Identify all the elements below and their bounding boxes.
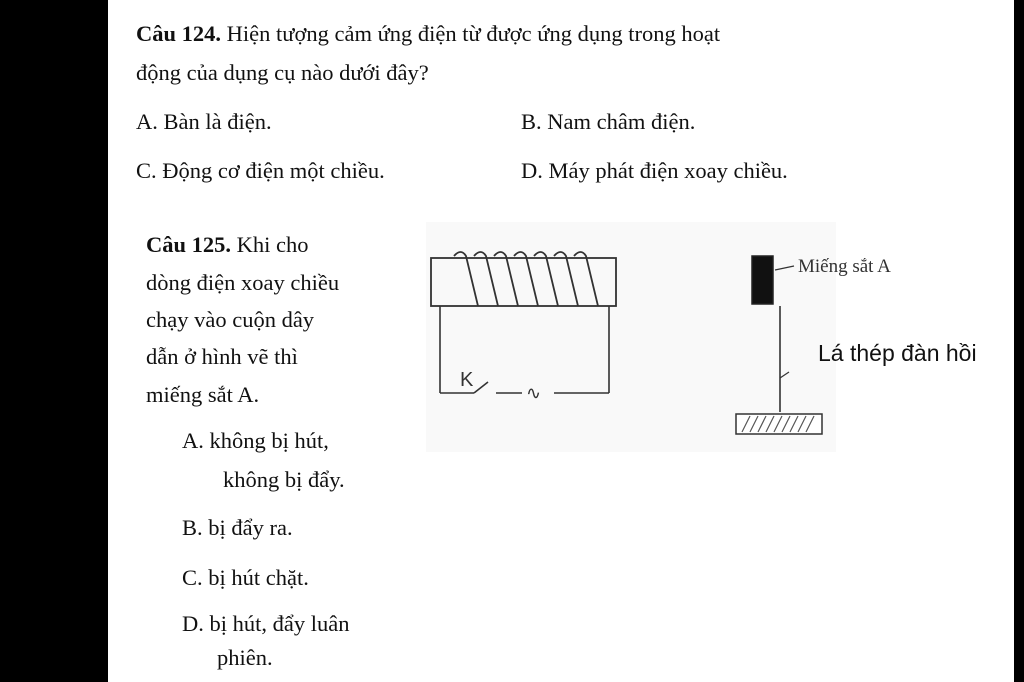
q124-stem-1: Hiện tượng cảm ứng điện từ được ứng dụng trong hoạt <box>226 21 721 46</box>
circuit-figure <box>426 222 977 452</box>
circuit-diagram <box>426 222 836 452</box>
q125-option-b: B. bị đẩy ra. <box>182 515 293 540</box>
q124-option-c: C. Động cơ điện một chiều. <box>136 158 385 183</box>
q125-option-d-line-2: phiên. <box>217 645 273 670</box>
document-page <box>108 0 1014 682</box>
q125-stem-5: miếng sắt A. <box>146 382 260 407</box>
ac-source-symbol: ∿ <box>526 383 542 403</box>
q125-stem-4: dẫn ở hình vẽ thì <box>146 344 298 369</box>
iron-piece-label: Miếng sắt A <box>798 256 891 277</box>
q125-number: Câu 125. <box>146 232 232 257</box>
switch-label: K <box>460 369 474 391</box>
q125-stem-2: dòng điện xoay chiều <box>146 270 340 295</box>
q124-option-b: B. Nam châm điện. <box>521 109 696 134</box>
q124-option-a: A. Bàn là điện. <box>136 109 272 134</box>
q125-stem-1: Khi cho <box>236 232 309 257</box>
q124-line-1 <box>136 21 720 47</box>
q125-option-d-line-1: D. bị hút, đẩy luân <box>182 611 350 636</box>
q124-stem-2: động của dụng cụ nào dưới đây? <box>136 60 429 85</box>
q125-option-a-line-2: không bị đẩy. <box>223 467 345 492</box>
q125-option-c: C. bị hút chặt. <box>182 565 309 590</box>
q124-option-d: D. Máy phát điện xoay chiều. <box>521 158 788 183</box>
q124-number: Câu 124. <box>136 21 222 46</box>
iron-piece-a <box>752 256 773 304</box>
q125-option-a-line-1: A. không bị hút, <box>182 428 329 453</box>
steel-blade-label: Lá thép đàn hồi <box>818 340 977 366</box>
q125-stem-3: chạy vào cuộn dây <box>146 307 315 332</box>
q125-line-1 <box>146 232 309 258</box>
